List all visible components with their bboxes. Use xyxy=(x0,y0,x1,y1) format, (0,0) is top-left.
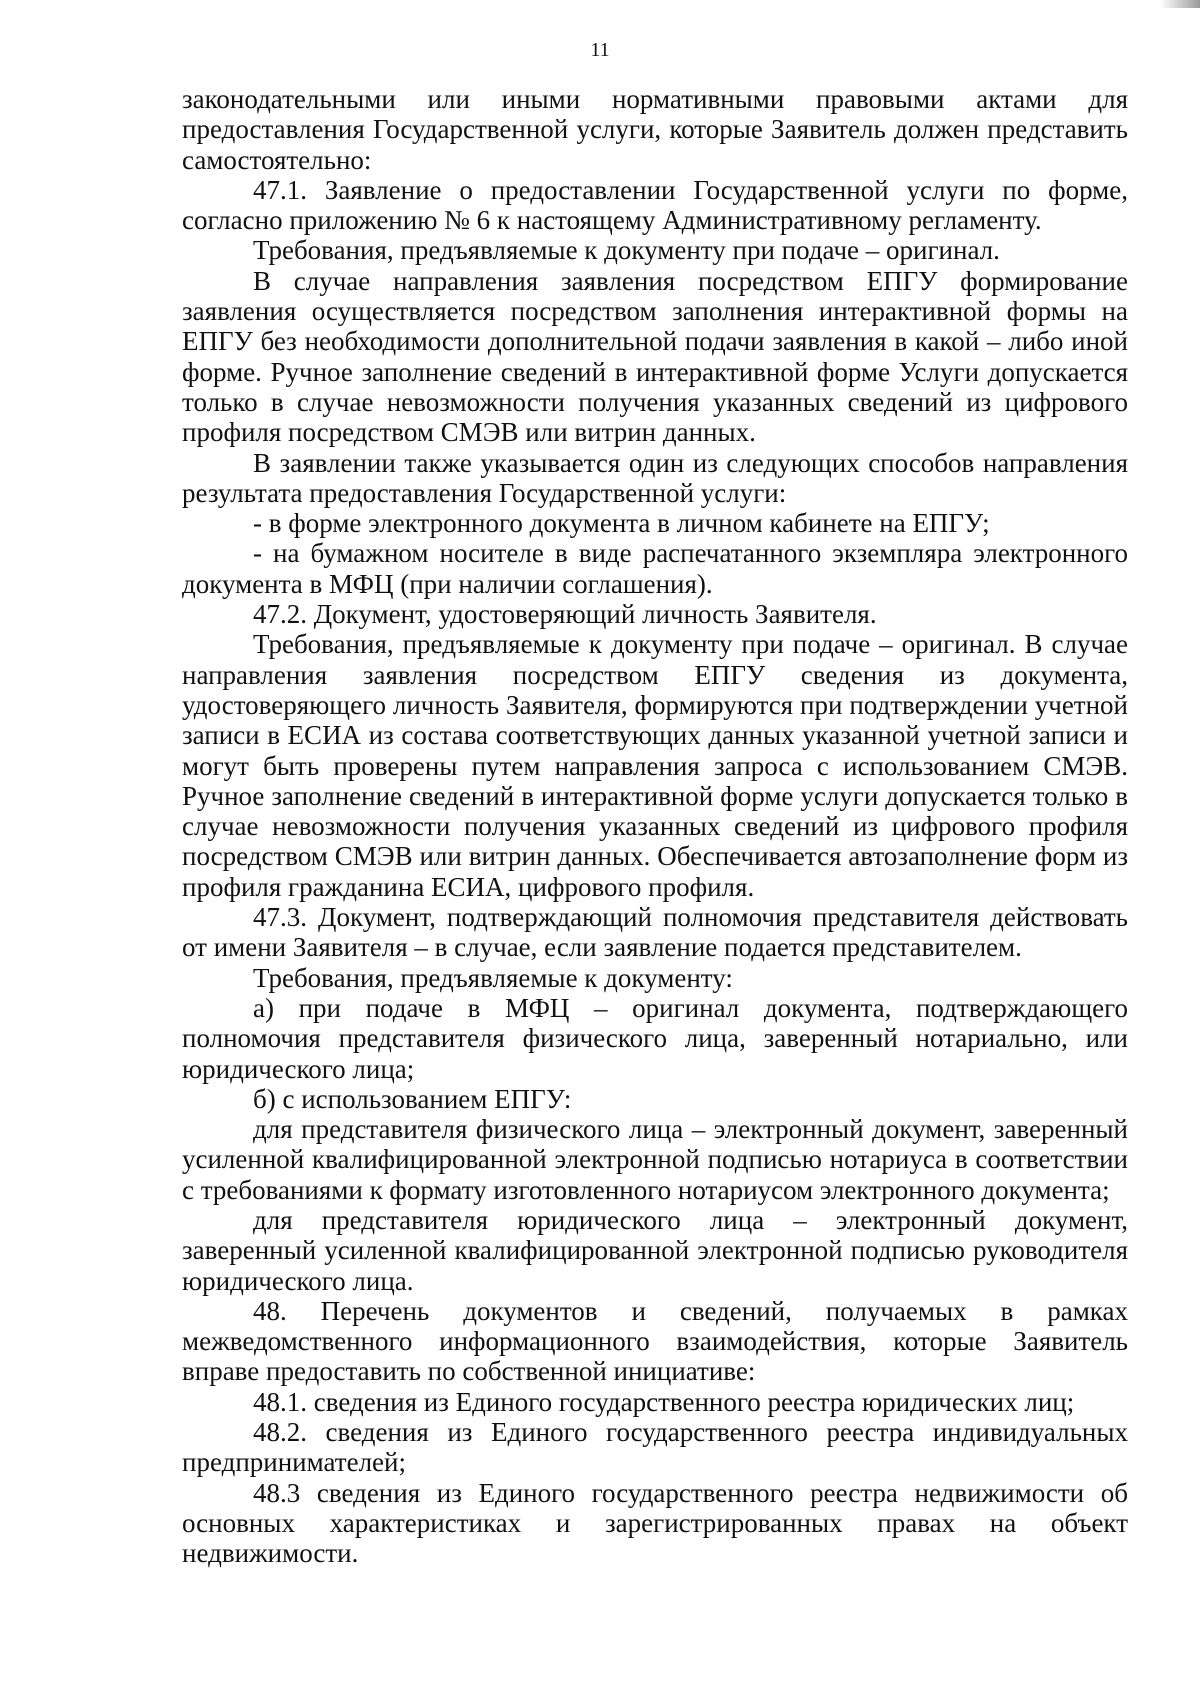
paragraph: В заявлении также указывается один из следующих способов направления результата предоставления Государственной услуги: xyxy=(182,447,1128,508)
paragraph: Требования, предъявляемые к документу: xyxy=(253,962,733,993)
paragraph: б) с использованием ЕПГУ: xyxy=(253,1083,572,1114)
paragraph: 48.2. сведения из Единого государственного реестра индивидуальных предпринимателей; xyxy=(182,1417,1128,1478)
document-body xyxy=(182,84,1128,1569)
paragraph: - на бумажном носителе в виде распечатанного экземпляра электронного документа в МФЦ (при наличии соглашения). xyxy=(182,538,1128,599)
page-number: 11 xyxy=(590,39,610,61)
paragraph: - в форме электронного документа в личном кабинете на ЕПГУ; xyxy=(253,508,990,539)
paragraph: а) при подаче в МФЦ – оригинал документа, подтверждающего полномочия представителя физического лица, заверенный нотариально, или юридического лица; xyxy=(182,992,1128,1084)
paragraph: 48.3 сведения из Единого государственного реестра недвижимости об основных характеристиках и зарегистрированных правах на объект недвижимости. xyxy=(182,1477,1128,1569)
paragraph: Требования, предъявляемые к документу при подаче – оригинал. xyxy=(253,235,1000,266)
paragraph: В случае направления заявления посредством ЕПГУ формирование заявления осуществляется посредством заполнения интерактивной формы на ЕПГУ без необходимости дополнительной подачи заявления в какой – либо иной форме. Ручное заполнение сведений в интерактивной форме Услуги допускается только в случае невозможности получения указанных сведений из цифрового профиля посредством СМЭВ или витрин данных. xyxy=(182,265,1128,448)
paragraph: 47.1. Заявление о предоставлении Государственной услуги по форме, согласно приложению № 6 к настоящему Административному регламенту. xyxy=(182,174,1128,236)
paragraph: для представителя юридического лица – электронный документ, заверенный усиленной квалифицированной электронной подписью руководителя юридического лица. xyxy=(182,1204,1128,1296)
paragraph: для представителя физического лица – электронный документ, заверенный усиленной квалифицированной электронной подписью нотариуса в соответствии с требованиями к формату изготовленного нотариусом электронного документа; xyxy=(182,1114,1128,1205)
paragraph: 47.2. Документ, удостоверяющий личность Заявителя. xyxy=(253,599,877,630)
paragraph: 48.1. сведения из Единого государственного реестра юридических лиц; xyxy=(253,1386,1075,1417)
scan-corner-mark xyxy=(1160,0,1200,8)
paragraph: законодательными или иными нормативными правовыми актами для предоставления Государственной услуги, которые Заявитель должен представить самостоятельно: xyxy=(182,84,1128,175)
paragraph: 48. Перечень документов и сведений, получаемых в рамках межведомственного информационного взаимодействия, которые Заявитель вправе предоставить по собственной инициативе: xyxy=(182,1295,1128,1387)
paragraph: Требования, предъявляемые к документу при подаче – оригинал. В случае направления заявления посредством ЕПГУ сведения из документа, удостоверяющего личность Заявителя, формируются при подтверждении учетной записи в ЕСИА из состава соответствующих данных указанной учетной записи и могут быть проверены путем направления запроса с использованием СМЭВ. Ручное заполнение сведений в интерактивной форме услуги допускается только в случае невозможности получения указанных сведений из цифрового профиля посредством СМЭВ или витрин данных. Обеспечивается автозаполнение форм из профиля гражданина ЕСИА, цифрового профиля. xyxy=(182,629,1128,902)
paragraph: 47.3. Документ, подтверждающий полномочия представителя действовать от имени Заявителя – в случае, если заявление подается представителем. xyxy=(182,902,1128,963)
